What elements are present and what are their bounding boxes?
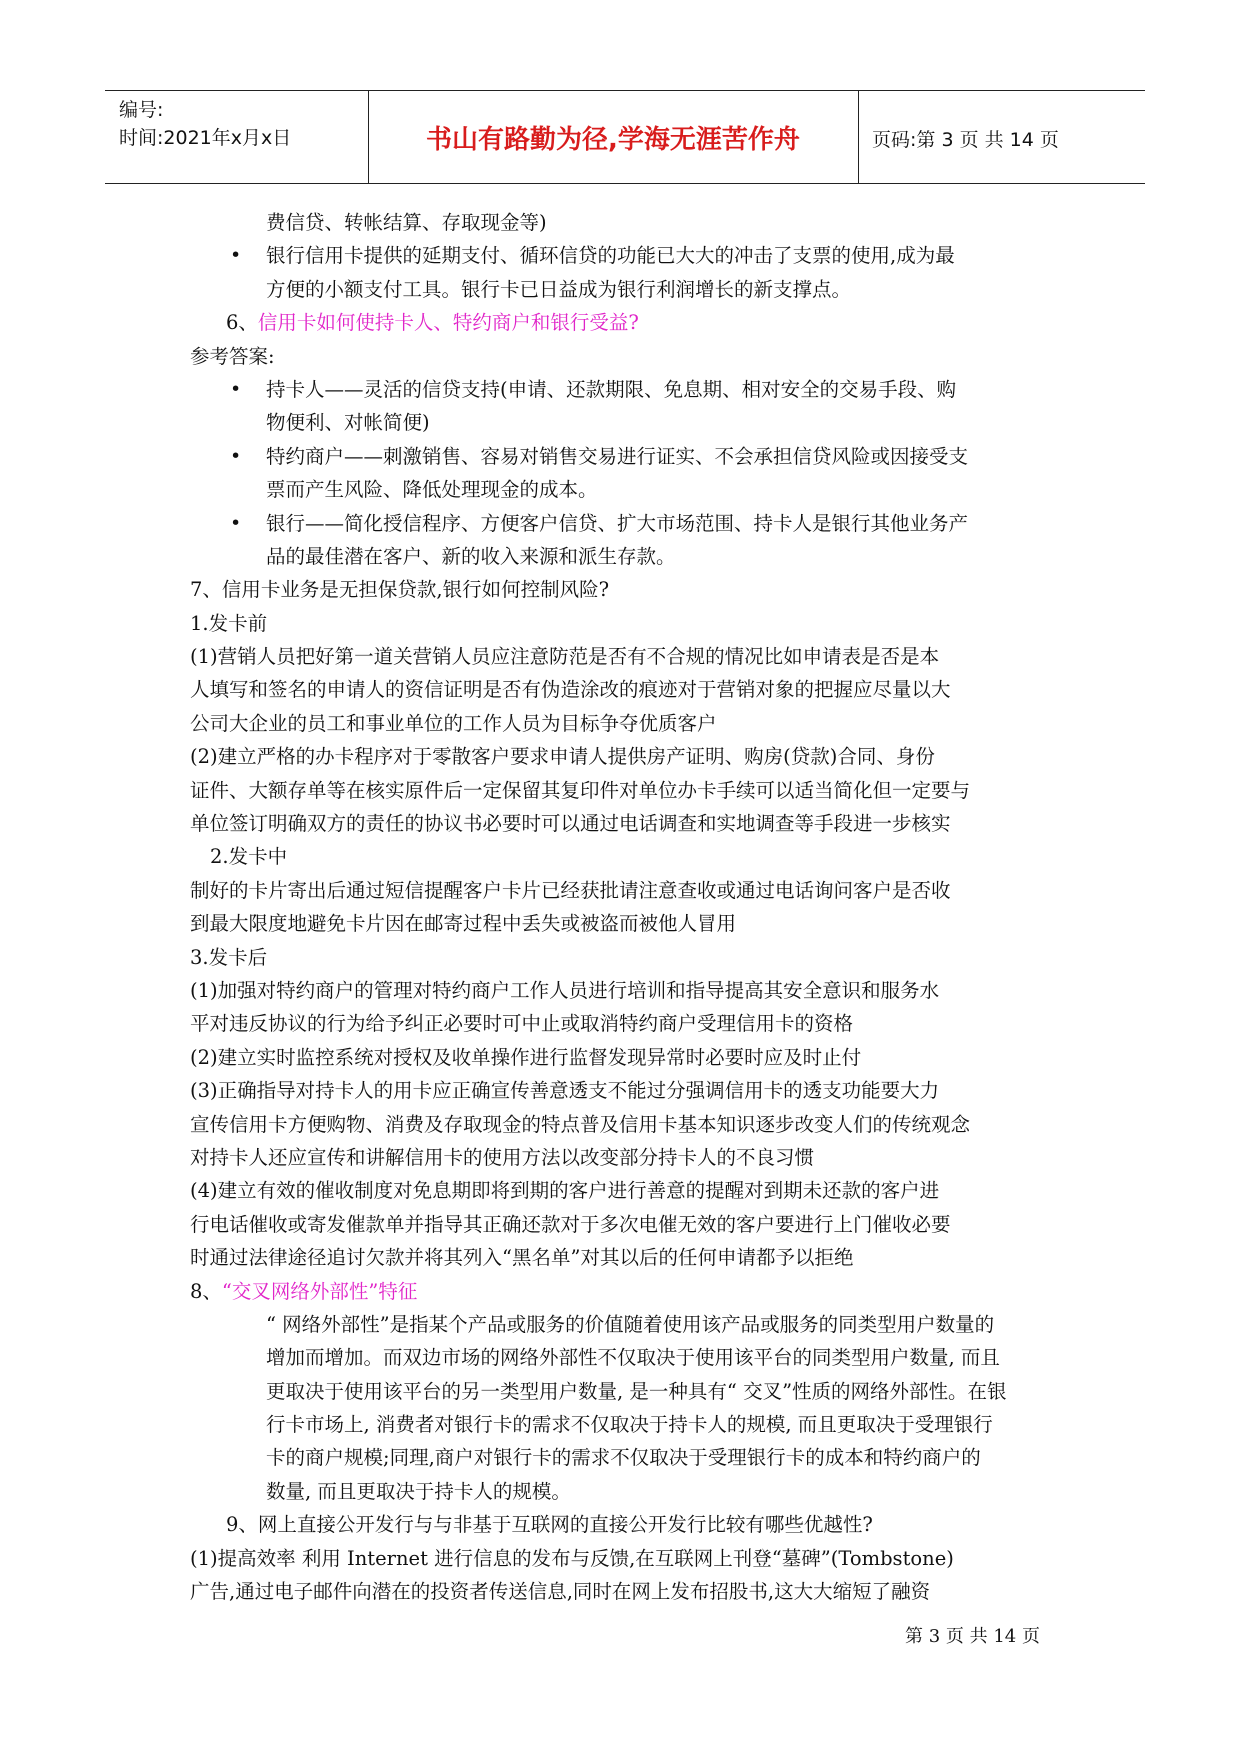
text-line: 公司大企业的员工和事业单位的工作人员为目标争夺优质客户: [190, 711, 717, 735]
document-body: [190, 206, 1070, 1608]
question-heading: [190, 1275, 1070, 1308]
text-line: 更取决于使用该平台的另一类型用户数量, 是一种具有“ 交叉”性质的网络外部性。在银: [266, 1379, 1007, 1403]
text-line: 方便的小额支付工具。银行卡已日益成为银行利润增长的新支撑点。: [266, 277, 852, 301]
bullet-line: [190, 440, 1070, 473]
text-line: 制好的卡片寄出后通过短信提醒客户卡片已经获批请注意查收或通过电话询问客户是否收: [190, 878, 951, 902]
text-line: (2)建立实时监控系统对授权及收单操作进行监督发现异常时必要时应及时止付: [190, 1045, 862, 1069]
text-line: 到最大限度地避免卡片因在邮寄过程中丢失或被盗而被他人冒用: [190, 912, 737, 936]
text-line: 2.发卡中: [210, 845, 288, 869]
question-heading: [190, 306, 1070, 339]
question-number: 8、: [190, 1279, 222, 1303]
text-line: 银行——简化授信程序、方便客户信贷、扩大市场范围、持卡人是银行其他业务产: [266, 511, 969, 535]
bullet-line: [190, 373, 1070, 406]
text-line: 人填写和签名的申请人的资信证明是否有伪造涂改的痕迹对于营销对象的把握应尽量以大: [190, 678, 951, 702]
bullet-icon: •: [230, 444, 242, 467]
text-line: 品的最佳潜在客户、新的收入来源和派生存款。: [266, 544, 676, 568]
text-line: 数量, 而且更取决于持卡人的规模。: [266, 1479, 571, 1503]
text-line: 平对违反协议的行为给予纠正必要时可中止或取消特约商户受理信用卡的资格: [190, 1012, 854, 1036]
text-line: (3)正确指导对持卡人的用卡应正确宣传善意透支不能过分强调信用卡的透支功能要大力: [190, 1079, 940, 1103]
question-heading: 7、信用卡业务是无担保贷款,银行如何控制风险?: [190, 578, 610, 602]
text-line: 证件、大额存单等在核实原件后一定保留其复印件对单位办卡手续可以适当简化但一定要与: [190, 778, 971, 802]
text-line: 增加而增加。而双边市场的网络外部性不仅取决于使用该平台的同类型用户数量, 而且: [266, 1346, 1000, 1370]
page-header: [105, 90, 1145, 184]
text-line: 参考答案:: [190, 344, 275, 368]
question-heading: 9、网上直接公开发行与与非基于互联网的直接公开发行比较有哪些优越性?: [226, 1513, 873, 1537]
question-number: 6、: [226, 311, 258, 335]
bullet-line: [190, 239, 1070, 272]
bullet-icon: •: [230, 377, 242, 400]
text-line: (1)加强对特约商户的管理对特约商户工作人员进行培训和指导提高其安全意识和服务水: [190, 978, 940, 1002]
text-line: 行电话催收或寄发催款单并指导其正确还款对于多次电催无效的客户要进行上门催收必要: [190, 1212, 951, 1236]
header-page-info: 页码:第 3 页 共 14 页: [872, 129, 1059, 151]
text-line: (2)建立严格的办卡程序对于零散客户要求申请人提供房产证明、购房(贷款)合同、身份: [190, 745, 935, 769]
text-line: 行卡市场上, 消费者对银行卡的需求不仅取决于持卡人的规模, 而且更取决于受理银行: [266, 1413, 993, 1437]
text-line: 时通过法律途径追讨欠款并将其列入“黑名单”对其以后的任何申请都予以拒绝: [190, 1246, 854, 1270]
text-line: 对持卡人还应宣传和讲解信用卡的使用方法以改变部分持卡人的不良习惯: [190, 1145, 815, 1169]
question-text: “交叉网络外部性”特征: [221, 1279, 418, 1303]
text-line: (4)建立有效的催收制度对免息期即将到期的客户进行善意的提醒对到期未还款的客户进: [190, 1179, 940, 1203]
header-motto: 书山有路勤为径,学海无涯苦作舟: [426, 125, 800, 155]
text-line: 单位签订明确双方的责任的协议书必要时可以通过电话调查和实地调查等手段进一步核实: [190, 812, 951, 836]
header-left-cell: [105, 91, 369, 183]
text-line: 广告,通过电子邮件向潜在的投资者传送信息,同时在网上发布招股书,这大大缩短了融资: [190, 1580, 931, 1604]
page-footer: 第 3 页 共 14 页: [905, 1626, 1040, 1647]
time-label: 时间:2021年x月x日: [119, 127, 292, 149]
text-line: 3.发卡后: [190, 945, 268, 969]
bullet-icon: •: [230, 511, 242, 534]
text-line: 特约商户——刺激销售、容易对销售交易进行证实、不会承担信贷风险或因接受支: [266, 444, 969, 468]
header-right-cell: [858, 91, 1145, 183]
text-line: 银行信用卡提供的延期支付、循环信贷的功能已大大的冲击了支票的使用,成为最: [266, 244, 955, 268]
text-line: 物便利、对帐简便): [266, 411, 430, 435]
text-line: (1)营销人员把好第一道关营销人员应注意防范是否有不合规的情况比如申请表是否是本: [190, 645, 940, 669]
text-line: 票而产生风险、降低处理现金的成本。: [266, 478, 598, 502]
text-line: 宣传信用卡方便购物、消费及存取现金的特点普及信用卡基本知识逐步改变人们的传统观念: [190, 1112, 971, 1136]
header-middle-cell: [368, 91, 859, 183]
bullet-icon: •: [230, 244, 242, 267]
text-line: 1.发卡前: [190, 611, 268, 635]
text-line: “ 网络外部性”是指某个产品或服务的价值随着使用该产品或服务的同类型用户数量的: [266, 1312, 995, 1336]
number-label: 编号:: [119, 99, 164, 121]
text-line: 持卡人——灵活的信贷支持(申请、还款期限、免息期、相对安全的交易手段、购: [266, 377, 957, 401]
text-line: (1)提高效率 利用 Internet 进行信息的发布与反馈,在互联网上刊登“墓碑”(Tombstone): [190, 1546, 954, 1570]
bullet-line: [190, 507, 1070, 540]
question-text: 信用卡如何使持卡人、特约商户和银行受益?: [257, 311, 639, 335]
text-line: 卡的商户规模;同理,商户对银行卡的需求不仅取决于受理银行卡的成本和特约商户的: [266, 1446, 981, 1470]
text-line: 费信贷、转帐结算、存取现金等): [266, 211, 547, 234]
